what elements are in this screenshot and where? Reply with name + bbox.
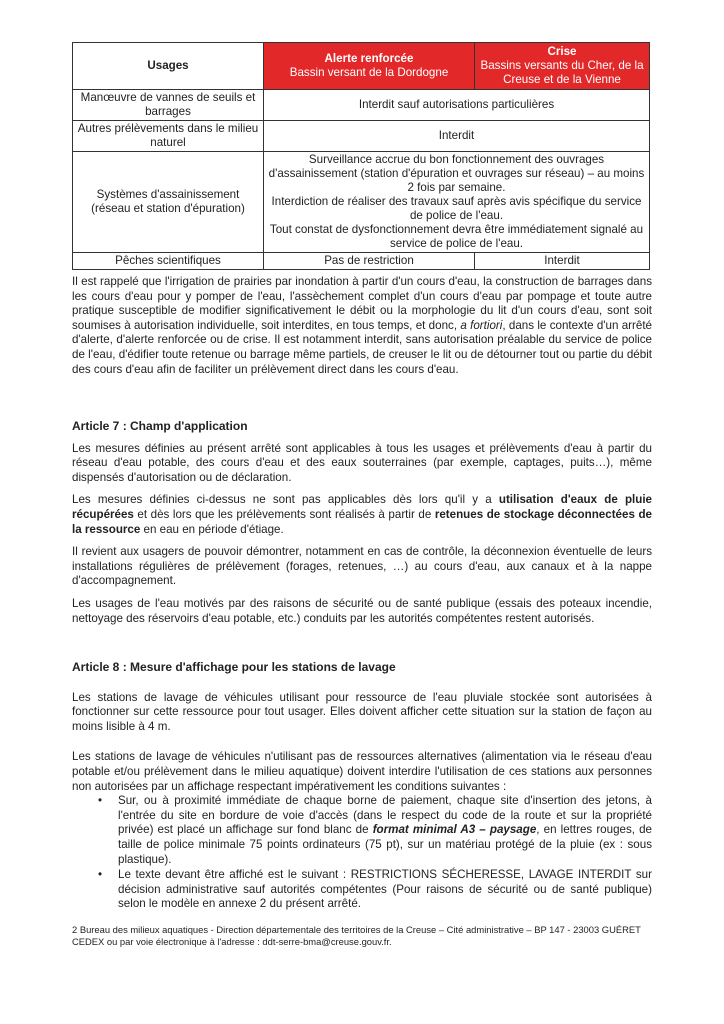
article-8-section [72,660,652,913]
restriction-cell: Interdit sauf autorisations particulières [264,90,650,121]
header-alert-title: Alerte renforcée [324,52,414,65]
bullet-glyph: • [98,794,103,808]
article-7-title: Article 7 : Champ d'application [72,419,248,433]
usage-cell: Manœuvre de vannes de seuils et barrages [73,90,264,121]
article-7-paragraph-3: Il revient aux usagers de pouvoir démontrer, notamment en cas de contrôle, la déconnexion éventuelle de leurs installations régulières de prélèvement (forages, retenues, …) au cours d'eau, aux canaux et à la nappe d'accompagnement. [72,545,652,588]
table-header-row [73,43,650,90]
text: en eau en période d'étiage. [140,522,284,536]
article-8-title: Article 8 : Mesure d'affichage pour les stations de lavage [72,660,396,674]
usage-cell: Pêches scientifiques [73,253,264,270]
header-usages: Usages [73,43,264,90]
text: Le texte devant être affiché est le suivant : RESTRICTIONS SÉCHERESSE, LAVAGE INTERDIT sur décision administrative sauf autorités compétentes (Pour raisons de sécurité ou de santé publique) selon le modèle en annexe 2 du présent arrêté. [118,868,652,911]
bullet-glyph: • [98,868,103,882]
text: , en lettres rouges, de taille de police minimale 75 points ordinateurs (75 pt), sur un matériau protégé de la pluie (ex : sous plastique). [118,823,652,866]
bold-italic-text: format minimal A3 – paysage [372,823,537,837]
header-crise [475,43,650,90]
restriction-line: Interdiction de réaliser des travaux sauf après avis spécifique du service de police de l'eau. [271,195,642,222]
list-item [98,868,652,912]
restriction-line: Surveillance accrue du bon fonctionnement des ouvrages d'assainissement (station d'épuration et ouvrages sur réseau) – au moins 2 fois par semaine. [268,153,645,194]
usage-cell: Autres prélèvements dans le milieu naturel [73,121,264,152]
intro-text-b: , dans le contexte d'un arrêté d'alerte, d'alerte renforcée ou de crise. Il est notamment interdit, sans autorisation préalable du service de police de l'eau, d'édifier toute retenue ou barrage même partiels, de creuser le lit ou de détourner tout ou partie du débit des cours d'eau afin de faciliter un prélèvement direct dans les cours d'eau. [72,318,652,376]
intro-paragraph [72,275,652,377]
table-row [73,90,650,121]
article-7-paragraph-4: Les usages de l'eau motivés par des raisons de sécurité ou de santé publique (essais des poteaux incendie, nettoyage des réservoirs d'eau potable, etc.) conduits par les autorités compétentes restent autorisés. [72,596,652,625]
restrictions-table [72,42,650,270]
restriction-cell-crise: Interdit [475,253,650,270]
restriction-cell: Interdit [264,121,650,152]
bold-text: retenues de stockage déconnectées de la ressource [72,507,652,536]
usage-cell: Systèmes d'assainissement (réseau et station d'épuration) [73,152,264,253]
text: Sur, ou à proximité immédiate de chaque borne de paiement, chaque site d'insertion des jetons, à l'entrée du site en bordure de voie d'accès (dans le respect du code de la route et sur la propriété privée) est placé un affichage sur fond blanc de [118,794,652,837]
intro-section [72,275,652,385]
article-8-paragraph-1: Les stations de lavage de véhicules utilisant pour ressource de l'eau pluviale stockée sont autorisées à fonctionner sur cette ressource pour tout usager. Elles doivent afficher cette situation sur la station de façon au moins lisible à 4 m. [72,690,652,733]
article-8-bullet-list [72,794,652,912]
table-row [73,121,650,152]
header-crise-subtitle: Bassins versants du Cher, de la Creuse et de la Vienne [480,59,644,86]
article-7-section [72,419,652,634]
article-7-paragraph-2 [72,493,652,537]
header-alert-subtitle: Bassin versant de la Dordogne [289,66,449,79]
table-row [73,253,650,270]
text: et dès lors que les prélèvements sont réalisés à partir de [133,507,435,521]
restriction-cell [264,152,650,253]
header-crise-title: Crise [547,45,577,58]
header-alerte-renforcee [264,43,475,90]
restriction-line: Tout constat de dysfonctionnement devra être immédiatement signalé au service de police de l'eau. [269,223,644,250]
footnote: 2 Bureau des milieux aquatiques - Direction départementale des territoires de la Creuse – Cité administrative – BP 147 - 23003 GUÉRET CEDEX ou par voie électronique à l'adresse : ddt-serre-bma@creuse.gouv.fr. [72,924,641,947]
text: Les mesures définies ci-dessus ne sont pas applicables dès lors qu'il y a [72,493,499,507]
list-item [98,794,652,867]
restriction-cell-alert: Pas de restriction [264,253,475,270]
table-row [73,152,650,253]
intro-text-a: Il est rappelé que l'irrigation de prairies par inondation à partir d'un cours d'eau, la construction de barrages dans les cours d'eau pour y pomper de l'eau, l'assèchement complet d'un cours d'eau par pompage et toute autre pratique susceptible de modifier significativement le débit ou la morphologie du lit d'un cours d'eau, sont soit soumises à autorisation individuelle, soit interdites, en tous temps, et donc, [72,275,652,332]
article-8-paragraph-2: Les stations de lavage de véhicules n'utilisant pas de ressources alternatives (alimentation via le réseau d'eau potable et/ou prélèvement dans le milieu aquatique) doivent interdire l'utilisation de ces stations aux personnes non autorisées par un affichage respectant impérativement les conditions suivantes : [72,750,652,793]
bold-text: utilisation d'eaux de pluie récupérées [72,493,653,521]
intro-text-italic: a fortiori [460,318,503,332]
article-7-paragraph-1: Les mesures définies au présent arrêté sont applicables à tous les usages et prélèvements d'eau à partir du réseau d'eau potable, des cours d'eau et des eaux souterraines (par exemple, captages, puits…), même dispensés d'autorisation ou de déclaration. [72,441,652,484]
